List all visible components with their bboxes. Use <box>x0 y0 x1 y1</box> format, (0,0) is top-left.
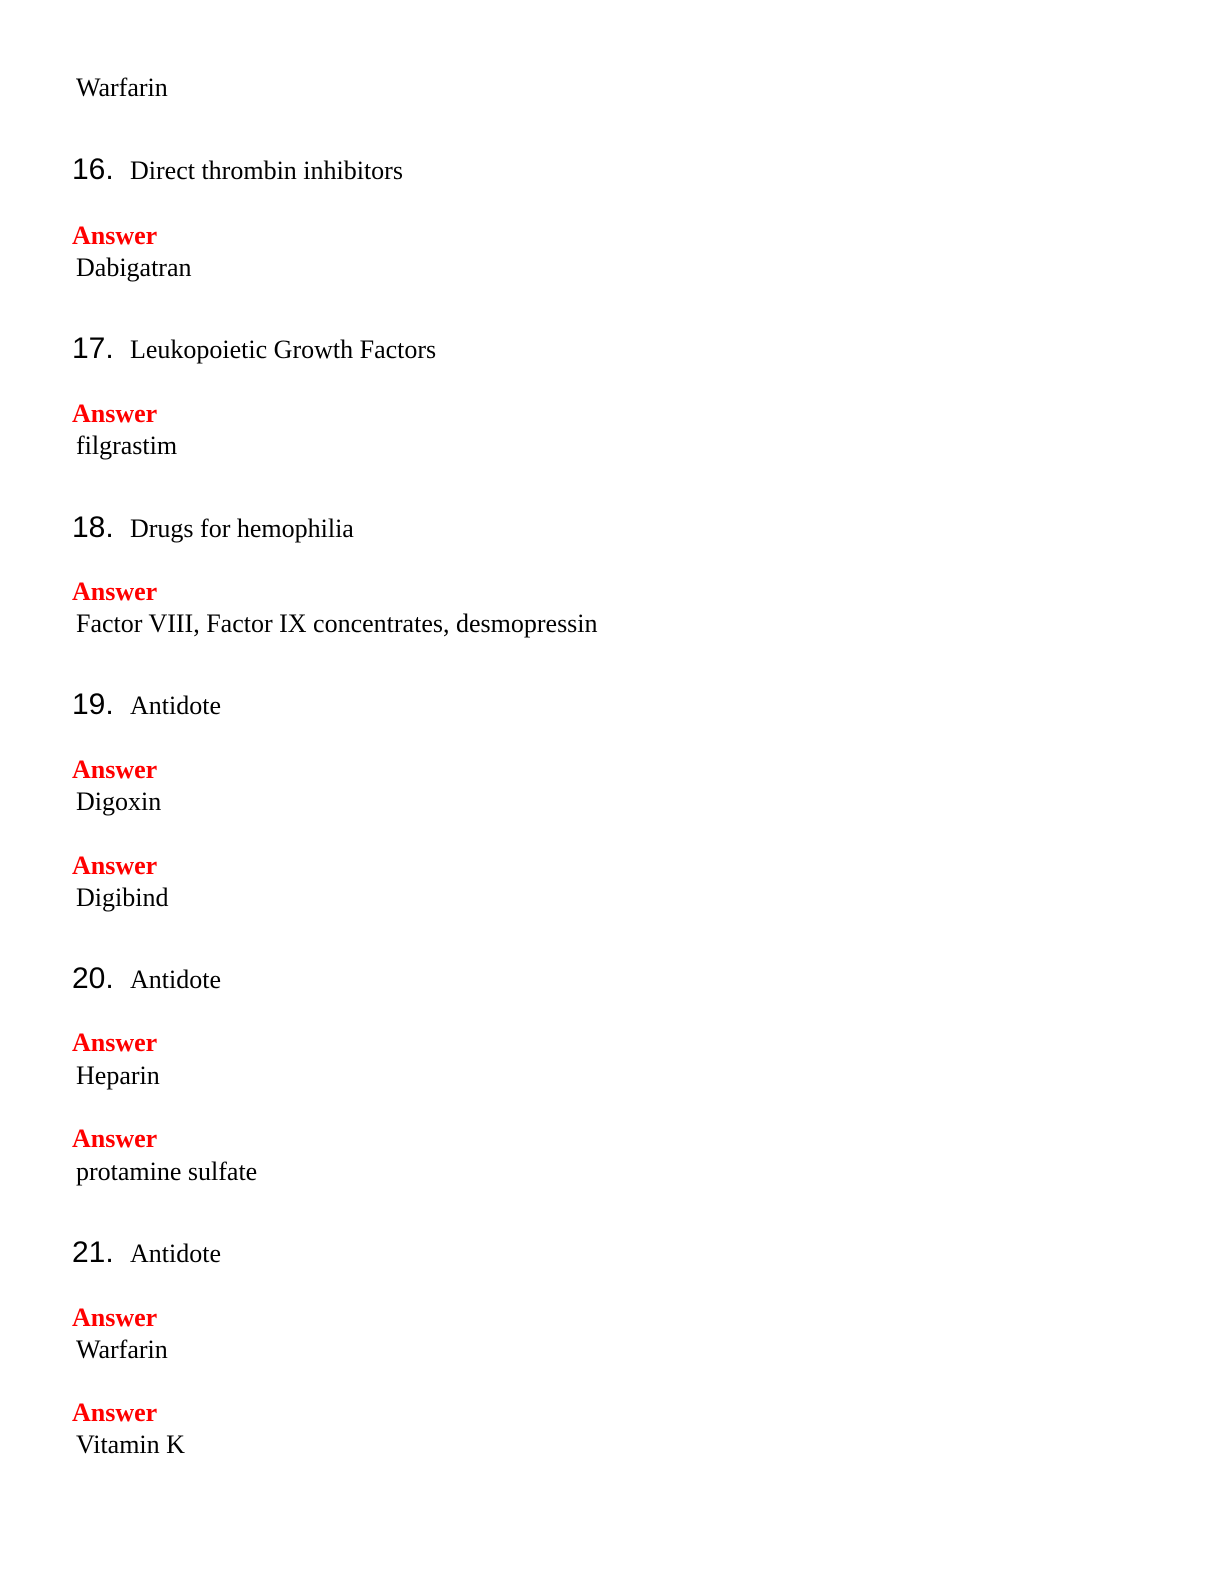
answer-label: Answer <box>72 1303 158 1332</box>
answer-label: Answer <box>72 577 158 606</box>
question-17 <box>72 334 436 364</box>
question-20 <box>72 964 221 994</box>
answer-text: Warfarin <box>76 1335 168 1364</box>
answer-text: Heparin <box>76 1061 160 1090</box>
answer-text: Warfarin <box>76 73 168 102</box>
question-21 <box>72 1238 221 1268</box>
question-text: Antidote <box>130 1239 221 1268</box>
question-text: Drugs for hemophilia <box>130 514 354 543</box>
question-number: 19. <box>72 688 114 721</box>
question-number: 21. <box>72 1236 114 1269</box>
question-number: 16. <box>72 153 114 186</box>
answer-text: filgrastim <box>76 431 178 460</box>
answer-label: Answer <box>72 755 158 784</box>
answer-text: Factor VIII, Factor IX concentrates, desmopressin <box>76 609 598 638</box>
question-number: 17. <box>72 332 114 365</box>
question-number: 20. <box>72 962 114 995</box>
question-text: Direct thrombin inhibitors <box>130 156 403 185</box>
answer-text: Vitamin K <box>76 1430 185 1459</box>
answer-label: Answer <box>72 1028 158 1057</box>
answer-label: Answer <box>72 1398 158 1427</box>
answer-text: Digoxin <box>76 787 162 816</box>
question-text: Leukopoietic Growth Factors <box>130 335 437 364</box>
question-text: Antidote <box>130 691 221 720</box>
answer-label: Answer <box>72 399 158 428</box>
answer-label: Answer <box>72 221 158 250</box>
question-number: 18. <box>72 511 114 544</box>
answer-text: Digibind <box>76 883 169 912</box>
answer-text: Dabigatran <box>76 253 192 282</box>
answer-text: protamine sulfate <box>76 1157 258 1186</box>
question-19 <box>72 690 221 720</box>
question-16 <box>72 155 403 185</box>
answer-label: Answer <box>72 851 158 880</box>
question-text: Antidote <box>130 965 221 994</box>
question-18 <box>72 513 354 543</box>
answer-label: Answer <box>72 1124 158 1153</box>
